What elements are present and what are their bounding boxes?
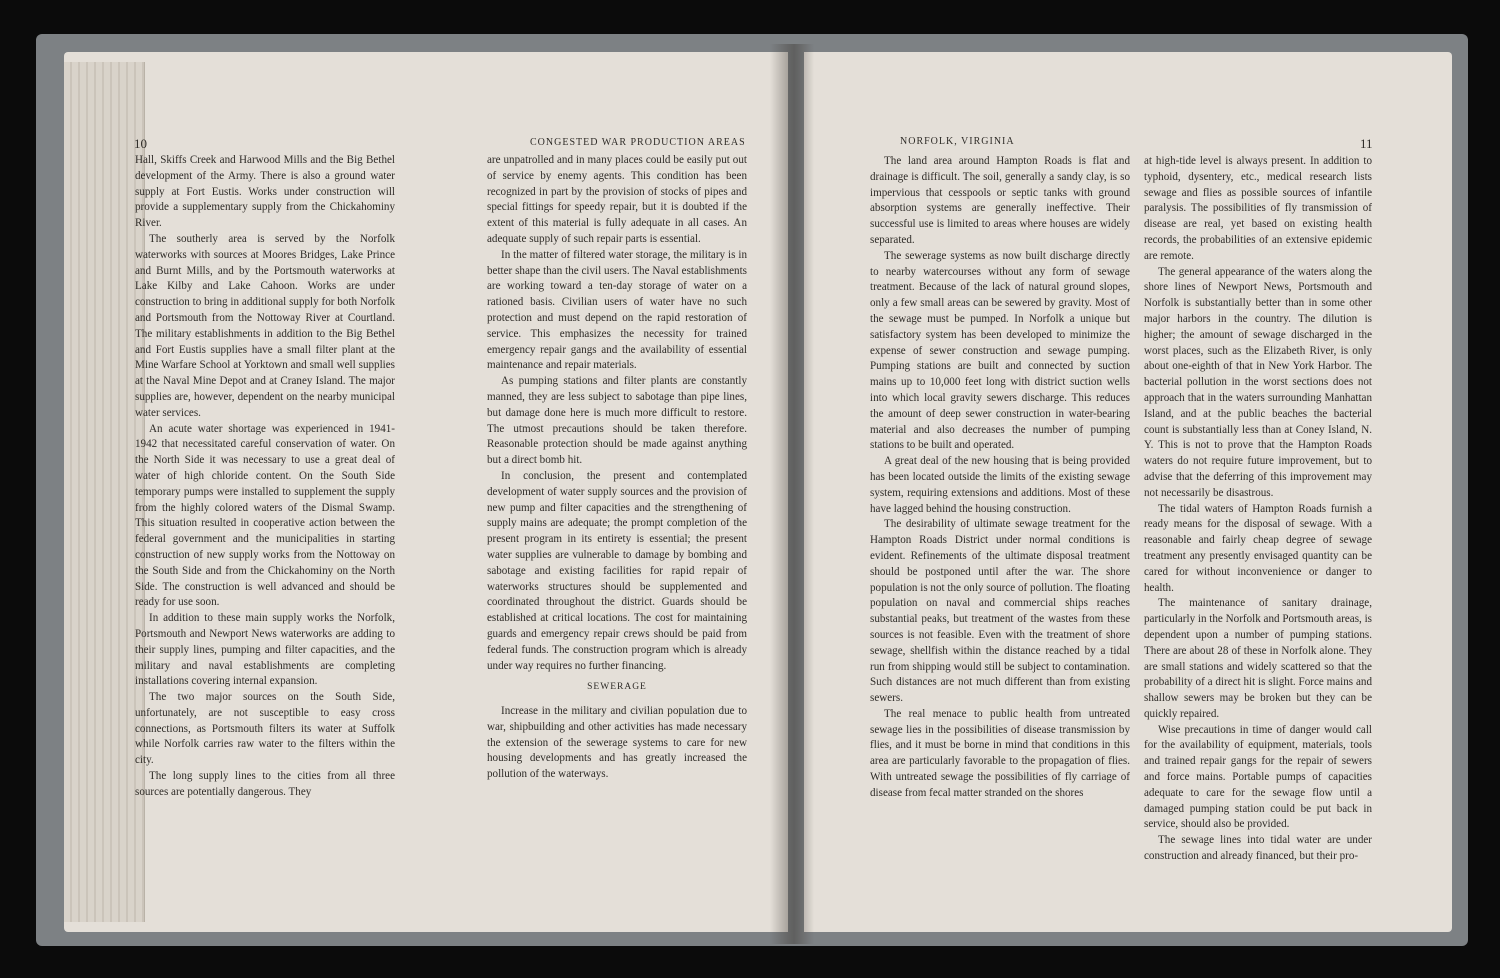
paragraph: The tidal waters of Hampton Roads furnish a ready means for the disposal of sewage. With a reasonable and fairly cheap degree of sewage treatment any presently envisaged quantity can be cared for without inconvenience or danger to health. [1144,502,1372,594]
page-number: 10 [134,136,147,151]
paragraph: The maintenance of sanitary drainage, particularly in the Norfolk and Portsmouth areas, is dependent upon a number of pumping stations. There are about 28 of these in Norfolk alone. They are small stations and widely scattered so that the probability of a direct hit is slight. Force mains and shallow sewers may be broken but they can be quickly repaired. [1144,597,1372,720]
paragraph: The sewerage systems as now built discharge directly to nearby watercourses without any form of sewage treatment. Because of the lack of natural ground slopes, only a few small areas can be sewered by gravity. Most of the sewage must be pumped. In Norfolk a unique but satisfactory system has been developed to minimize the expense of sewer construction and sewage pumping. Pumping stations are built and connected by suction mains up to 10,000 feet long with district suction wells into which local gravity sewers discharge. This reduces the amount of deep sewer construction in water-bearing material and also decreases the number of pumping stations to be built and operated. [870,249,1130,452]
book-gutter [770,44,814,944]
paragraph: The desirability of ultimate sewage treatment for the Hampton Roads District under normal conditions is evident. Refinements of the ultimate disposal treatment should be postponed until after the war. The shore population is not the only source of pollution. The floating population on naval and commercial ships reaches substantial peaks, but treatment of the wastes from these sources is not feasible. Even with the treatment of shore sewage, shellfish within the distance reached by a tidal run from shipping would still be subject to contamination. Such distances are not much different than from existing sewers. [870,518,1130,705]
paragraph: The land area around Hampton Roads is flat and drainage is difficult. The soil, generally a sandy clay, is so impervious that cesspools or septic tanks with ground absorption systems are generally ineffective. Their successful use is limited to areas where houses are widely separated. [870,155,1130,246]
text-column-1 [870,154,1130,802]
right-page [804,52,1452,932]
section-heading: SEWERAGE [587,682,647,693]
paragraph: The real menace to public health from untreated sewage lies in the possibilities of disease transmission by flies, and it must be borne in mind that conditions in this area are particularly favorable to the propagation of flies. With untreated sewage the possibilities of fly carriage of disease from fecal matter stranded on the shores [870,707,1130,799]
page-edges [64,62,145,922]
paragraph: The long supply lines to the cities from all three sources are potentially dangerous. They [135,770,395,798]
text-column-1 [135,153,395,801]
paragraph: Wise precautions in time of danger would call for the availability of equipment, materials, tools and trained repair gangs for the repair of sewers and force mains. Portable pumps of capacities adequate to care for the sewage flow until a damaged pumping station could be put back in service, should also be provided. [1144,723,1372,831]
paragraph: The sewage lines into tidal water are under construction and already financed, but their pro- [1144,834,1372,863]
paragraph: A great deal of the new housing that is being provided has been located outside the limits of the existing sewage system, requiring extensions and additions. Most of these have lagged behind the housing construction. [870,455,1130,515]
paragraph: In conclusion, the present and contemplated development of water supply sources and the provision of new pump and filter capacities and the strengthening of supply mains are adequate; the prompt completion of the present program in its entirety is essential; the present water supplies are vulnerable to damage by bombing and sabotage and existing facilities for rapid repair of waterworks structures should be supplemented and coordinated throughout the district. Guards should be established at critical locations. The cost for maintaining guards and emergency repair crews should be paid from federal funds. The construction program which is already under way requires no further financing. [487,469,747,672]
running-head: NORFOLK, VIRGINIA [900,136,1015,147]
paragraph: An acute water shortage was experienced in 1941-1942 that necessitated careful conservation of water. On the North Side it was necessary to use a great deal of water of high chloride content. On the South Side temporary pumps were installed to supplement the supply from the highly colored waters of the Dismal Swamp. This situation resulted in cooperative action between the federal government and the municipalities in starting construction of new supply works from the Nottoway on the South Side and from the Chickahominy on the North Side. The construction is well advanced and should be ready for use soon. [135,422,395,609]
paragraph: are unpatrolled and in many places could be easily put out of service by enemy agents. This condition has been recognized in part by the provision of stocks of pipes and special fittings for speedy repair, but it is doubted if the extent of this material is fully adequate in all cases. An adequate supply of such repair parts is essential. [487,154,747,245]
paragraph: at high-tide level is always present. In addition to typhoid, dysentery, etc., medical research lists sewage and flies as possible sources of infantile paralysis. The possibilities of fly transmission of disease are real, yet based on existing health records, the probabilities of an extensive epidemic are remote. [1144,155,1372,262]
paragraph: The two major sources on the South Side, unfortunately, are not susceptible to easy cross connections, as Portsmouth filters its water at Suffolk while Norfolk carries raw water to the filters within the city. [135,691,395,767]
text-column-2 [487,153,747,783]
paragraph: The southerly area is served by the Norfolk waterworks with sources at Moores Bridges, Lake Prince and Burnt Mills, and by the Portsmouth waterworks at Lake Kilby and Lake Cahoon. Works are under construction to bring in additional supply for both Norfolk and Portsmouth from the Nottoway River at Courtland. The military establishments in addition to the Big Bethel and Fort Eustis supplies have a small filter plant at the Mine Warfare School at Yorktown and small well supplies at the Naval Mine Depot and at Craney Island. The major supplies are, however, dependent on the nearby municipal water services. [135,232,395,419]
paragraph: In addition to these main supply works the Norfolk, Portsmouth and Newport News waterworks are adding to their supply lines, pumping and filter capacities, and the military and naval establishments are completing installations covering internal expansion. [135,612,395,688]
paragraph: As pumping stations and filter plants are constantly manned, they are less subject to sabotage than pipe lines, but damage done here is much more difficult to restore. The utmost precautions should be taken therefore. Reasonable protection should be made against anything but a direct bomb hit. [487,375,747,467]
text-column-2 [1144,154,1372,865]
paragraph: In the matter of filtered water storage, the military is in better shape than the civil users. The Naval establishments are working toward a ten-day storage of water on a rationed basis. Civilian users of water have no such protection and must depend on the rapid restoration of service. This emphasizes the necessity for trained emergency repair gangs and the availability of essential maintenance and repair materials. [487,248,747,372]
paragraph: Hall, Skiffs Creek and Harwood Mills and the Big Bethel development of the Army. There is also a ground water supply at Fort Eustis. Works under construction will provide a supplementary supply from the Chickahominy River. [135,154,395,230]
page-number: 11 [1360,136,1373,151]
left-page [64,52,788,932]
running-head: CONGESTED WAR PRODUCTION AREAS [530,137,746,148]
paragraph: Increase in the military and civilian population due to war, shipbuilding and other activities has made necessary the extension of the sewerage systems to care for new housing developments and has greatly increased the pollution of the waterways. [487,705,747,781]
paragraph: The general appearance of the waters along the shore lines of Newport News, Portsmouth and Norfolk is substantially better than in some other major harbors in the country. The dilution is higher; the amount of sewage discharged in the worst places, such as the Elizabeth River, is only about one-eighth of that in New York Harbor. The bacterial pollution in the worst sections does not approach that in the waters surrounding Manhattan Island, and at the public beaches the bacterial count is substantially less than at Coney Island, N. Y. This is not to prove that the Hampton Roads waters do not require future improvement, but to advise that the deferring of this improvement may not necessarily be disastrous. [1144,265,1372,499]
